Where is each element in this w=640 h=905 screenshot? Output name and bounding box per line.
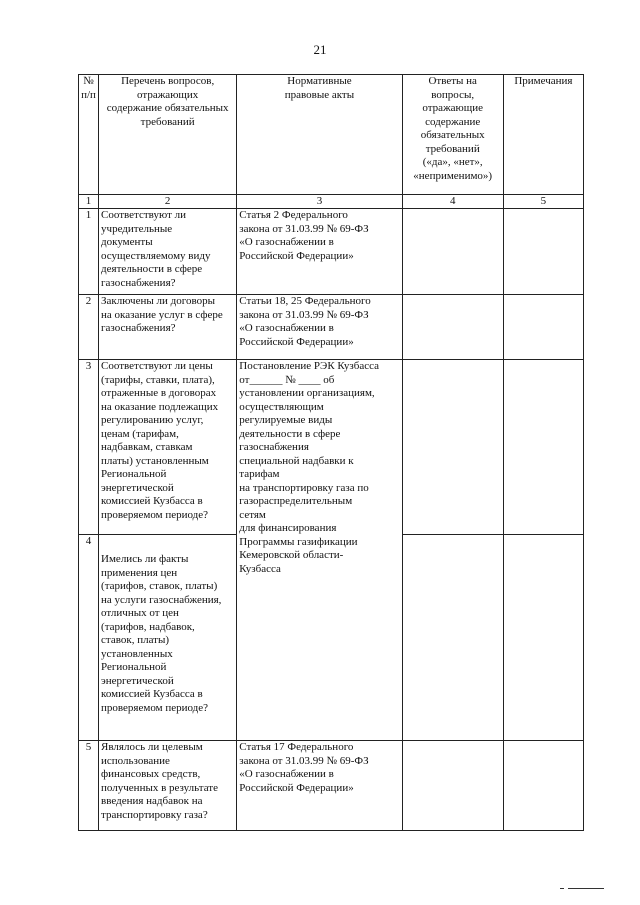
table-row: [79, 209, 584, 295]
page-number: 21: [313, 42, 327, 57]
notes-cell: [503, 295, 583, 360]
question-cell: Соответствуют ли учредительные документы осуществляемому виду деятельности в сфере газоснабжения?: [99, 209, 237, 295]
column-number: 5: [503, 195, 583, 209]
row-number: 5: [79, 741, 99, 831]
row-number: 3: [79, 360, 99, 535]
column-number-row: [79, 195, 584, 209]
column-number: 1: [79, 195, 99, 209]
legal-act-cell: Статья 17 Федерального закона от 31.03.99 № 69-ФЗ «О газоснабжении в Российской Федерации»: [237, 741, 402, 831]
table-row: [79, 360, 584, 535]
header-notes: Примечания: [503, 75, 583, 195]
notes-cell: [503, 209, 583, 295]
page-corner-mark: [560, 888, 564, 889]
table-row: [79, 741, 584, 831]
notes-cell: [503, 535, 583, 741]
legal-act-cell: Статьи 18, 25 Федерального закона от 31.03.99 № 69-ФЗ «О газоснабжении в Российской Федерации»: [237, 295, 402, 360]
notes-cell: [503, 741, 583, 831]
answer-cell: [402, 741, 503, 831]
header-number: № п/п: [79, 75, 99, 195]
question-cell: Имелись ли факты применения цен (тарифов, ставок, платы) на услуги газоснабжения, отличных от цен (тарифов, надбавок, ставок, платы) установленных Региональной энергетической комиссией Кузбасса в проверяемом периоде?: [99, 535, 237, 741]
answer-cell: [402, 295, 503, 360]
header-answers: Ответы на вопросы, отражающие содержание обязательных требований («да», «нет», «неприменимо»): [402, 75, 503, 195]
answer-cell: [402, 360, 503, 535]
answer-cell: [402, 209, 503, 295]
page-corner-line: [568, 888, 604, 889]
column-number: 4: [402, 195, 503, 209]
table-row: [79, 295, 584, 360]
requirements-table: [78, 74, 584, 831]
question-cell: Являлось ли целевым использование финансовых средств, полученных в результате введения надбавок на транспортировку газа?: [99, 741, 237, 831]
legal-act-cell: Статья 2 Федерального закона от 31.03.99 № 69-ФЗ «О газоснабжении в Российской Федерации»: [237, 209, 402, 295]
header-questions: Перечень вопросов, отражающих содержание обязательных требований: [99, 75, 237, 195]
row-number: 1: [79, 209, 99, 295]
header-legal-acts: Нормативные правовые акты: [237, 75, 402, 195]
table-header-row: [79, 75, 584, 195]
question-cell: Соответствуют ли цены (тарифы, ставки, плата), отраженные в договорах на оказание подлежащих регулированию услуг, ценам (тарифам, надбавкам, ставкам платы) установленным Региональной энергетической комиссией Кузбасса в проверяемом периоде?: [99, 360, 237, 535]
question-cell: Заключены ли договоры на оказание услуг в сфере газоснабжения?: [99, 295, 237, 360]
column-number: 3: [237, 195, 402, 209]
row-number: 2: [79, 295, 99, 360]
notes-cell: [503, 360, 583, 535]
answer-cell: [402, 535, 503, 741]
legal-act-cell-merged: Постановление РЭК Кузбасса от______ № ____ об установлении организациям, осуществляющим регулируемые виды деятельности в сфере газоснабжения специальной надбавки к тарифам на транспортировку газа по газораспределительным сетям для финансирования Программы газификации Кемеровской области- Кузбасса: [237, 360, 402, 741]
column-number: 2: [99, 195, 237, 209]
row-number: 4: [79, 535, 99, 741]
